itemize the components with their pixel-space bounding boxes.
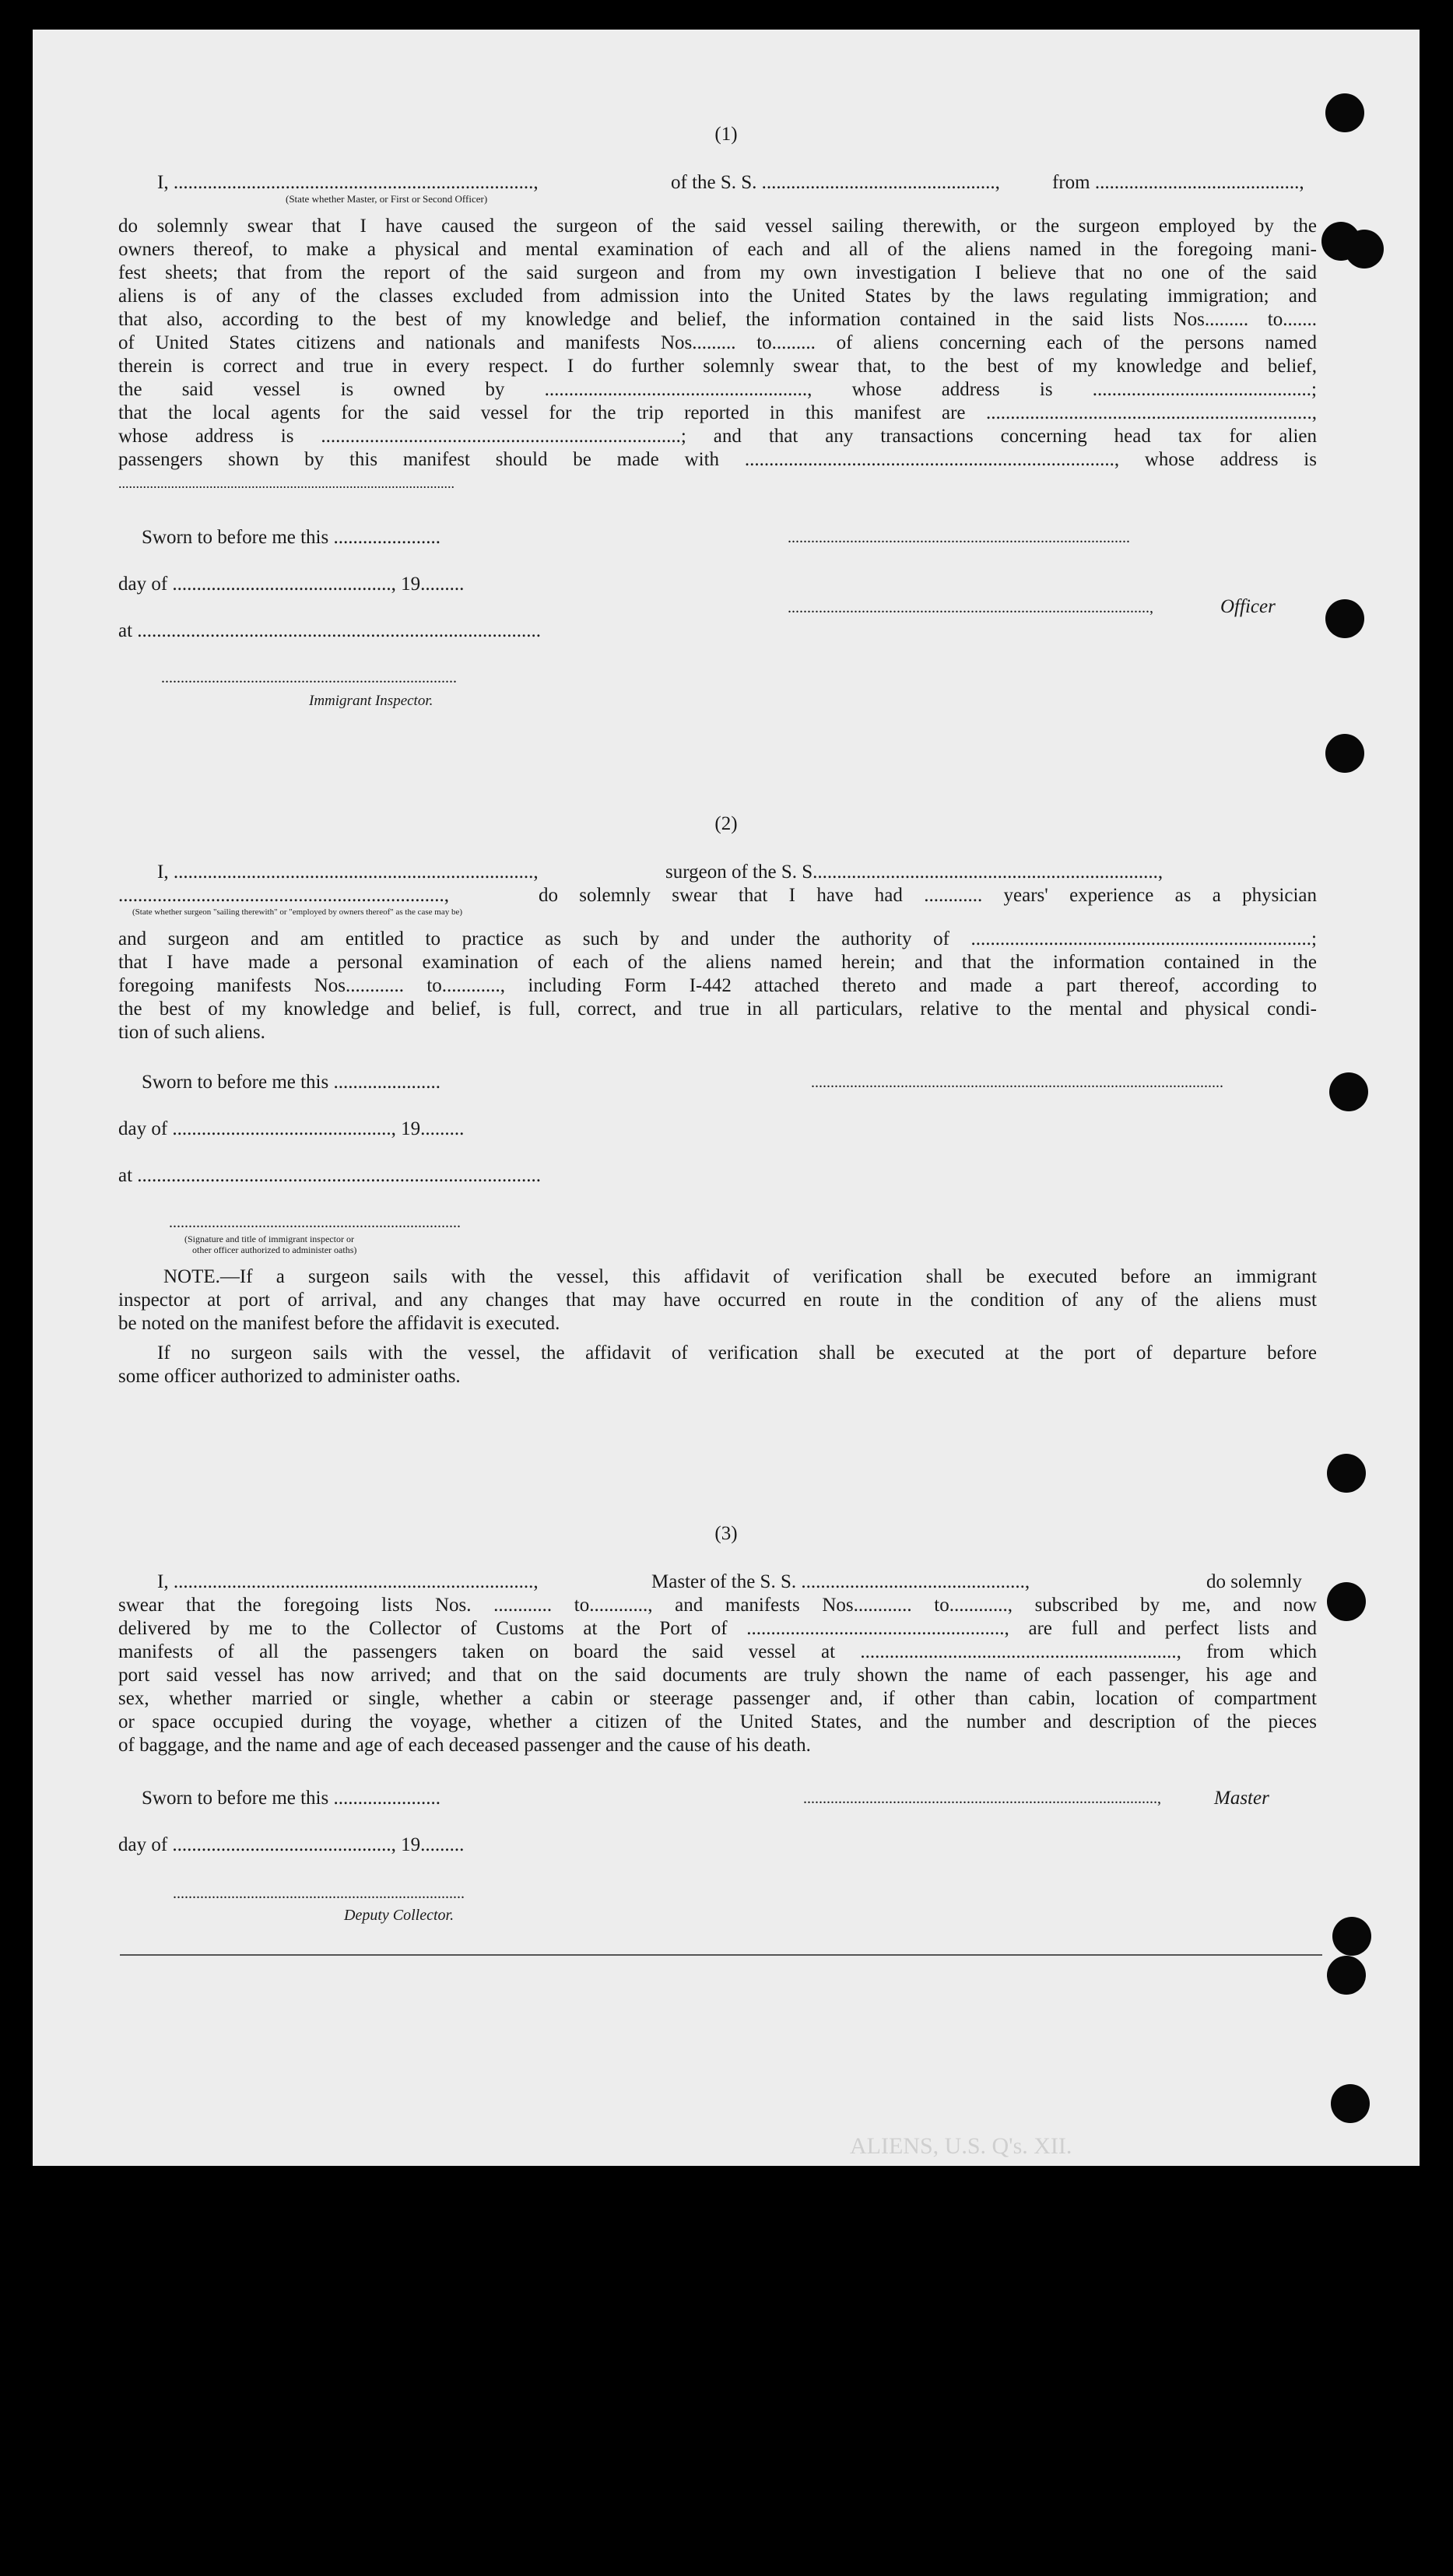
- faint-stamp: ALIENS, U.S. Q's. XII.: [850, 2133, 1072, 2159]
- form-page: [33, 30, 1420, 2166]
- officer-signature-line: ...........................................................................: [169, 1214, 461, 1231]
- body-line: port said vessel has now arrived; and that on the said documents are truly shown the name of each passenger, his age and: [118, 1665, 1317, 1686]
- binder-hole: [1327, 1956, 1366, 1995]
- note-line: some officer authorized to administer oaths.: [118, 1366, 461, 1387]
- collector-signature-line: ...........................................................................: [173, 1885, 465, 1902]
- surgeon-name-field: I, ..........................................................................,: [157, 862, 539, 883]
- at-line: at ...................................................................................: [118, 620, 542, 641]
- officer-title: Officer: [1220, 596, 1276, 617]
- master-name-field: I, ..........................................................................,: [157, 172, 539, 193]
- sworn-line: Sworn to before me this ......................: [142, 527, 440, 548]
- body-line: tion of such aliens.: [118, 1022, 265, 1043]
- officer-hint: (State whether Master, or First or Second Officer): [286, 193, 488, 205]
- officer-signature-line: .............................................................................................,: [788, 599, 1153, 616]
- collector-title: Deputy Collector.: [344, 1907, 455, 1924]
- body-line: do solemnly swear that I have caused the surgeon of the said vessel sailing therewith, or the surgeon employed by the: [118, 216, 1317, 237]
- section-3-number: (3): [714, 1523, 738, 1544]
- binder-hole: [1325, 734, 1364, 773]
- binder-hole: [1327, 1454, 1366, 1493]
- day-line: day of ............................................., 19.........: [118, 1834, 465, 1855]
- binder-hole: [1329, 1072, 1368, 1111]
- body-line: that I have made a personal examination of each of the aliens named herein; and that the information contained in the: [118, 952, 1317, 973]
- day-line: day of ............................................., 19.........: [118, 574, 465, 595]
- surgeon-vessel-field: surgeon of the S. S.......................................................................,: [665, 862, 1163, 883]
- body-line: sex, whether married or single, whether a cabin or steerage passenger and, if other than cabin, location of compartment: [118, 1688, 1317, 1709]
- body-line: or space occupied during the voyage, whether a citizen of the United States, and the number and description of the pieces: [118, 1711, 1317, 1732]
- binder-hole: [1327, 1582, 1366, 1621]
- body-line: foregoing manifests Nos............ to............, including Form I-442 attached thereto and made a part thereof, according to: [118, 975, 1317, 996]
- body-line: owners thereof, to make a physical and mental examination of each and all of the aliens named in the foregoing mani-: [118, 239, 1317, 260]
- at-line: at ...................................................................................: [118, 1165, 542, 1186]
- day-line: day of ............................................., 19.........: [118, 1118, 465, 1139]
- body-line: that the local agents for the said vessel for the trip reported in this manifest are ...................................................................,: [118, 402, 1317, 423]
- binder-hole: [1345, 230, 1384, 268]
- note-line: be noted on the manifest before the affidavit is executed.: [118, 1313, 560, 1334]
- bottom-rule: [120, 1954, 1322, 1956]
- section-1-number: (1): [714, 124, 738, 145]
- body-tail: ................................................................................................: [118, 476, 455, 491]
- body-line: whose address is ..........................................................................; and that any transactions concerning head tax for alien: [118, 426, 1317, 447]
- sworn-line: Sworn to before me this ......................: [142, 1072, 440, 1093]
- body-line: the best of my knowledge and belief, is full, correct, and true in all particulars, relative to the mental and physical condi-: [118, 998, 1317, 1020]
- sworn-signature-line: ........................................................................................: [788, 529, 1130, 546]
- body-line: swear that the foregoing lists Nos. ............ to............, and manifests Nos............ to............, subscribed by me, and now: [118, 1595, 1317, 1616]
- sworn-line: Sworn to before me this ......................: [142, 1788, 440, 1809]
- inspector-signature-line: ............................................................................: [161, 669, 457, 686]
- binder-hole: [1332, 1917, 1371, 1956]
- master-title: Master: [1214, 1788, 1269, 1809]
- binder-hole: [1331, 2084, 1370, 2123]
- body-line: of baggage, and the name and age of each deceased passenger and the cause of his death.: [118, 1735, 811, 1756]
- body-line: aliens is of any of the classes excluded from admission into the United States by the laws regulating immigration; and: [118, 286, 1317, 307]
- surgeon-hint: (State whether surgeon "sailing therewith" or "employed by owners thereof" as the case may be): [132, 907, 463, 917]
- surgeon-type-field: ...................................................................,: [118, 885, 449, 906]
- body-line: of United States citizens and nationals and manifests Nos......... to......... of aliens concerning each of the persons named: [118, 332, 1317, 353]
- section-2-number: (2): [714, 813, 738, 834]
- note-line: If no surgeon sails with the vessel, the affidavit of verification shall be executed at the port of departure before: [157, 1342, 1317, 1363]
- binder-hole: [1325, 93, 1364, 132]
- signature-hint: (Signature and title of immigrant inspector or: [184, 1234, 354, 1244]
- body-line: the said vessel is owned by ......................................................, whose address is .............................................;: [118, 379, 1317, 400]
- vessel-name-field: of the S. S. ................................................,: [671, 172, 1000, 193]
- oath-text: do solemnly: [1206, 1571, 1302, 1592]
- body-line: delivered by me to the Collector of Customs at the Port of ....................................................., are full and perfect lists and: [118, 1618, 1317, 1639]
- body-line: passengers shown by this manifest should be made with ............................................................................, whose address is: [118, 449, 1317, 470]
- body-line: that also, according to the best of my knowledge and belief, the information contained in the said lists Nos......... to.......: [118, 309, 1317, 330]
- surgeon-signature-line: ..........................................................................................................: [811, 1074, 1223, 1091]
- signature-hint: other officer authorized to administer oaths): [192, 1244, 357, 1255]
- master-signature-line: ...........................................................................................,: [803, 1790, 1161, 1807]
- vessel-name-field: Master of the S. S. ..............................................,: [651, 1571, 1030, 1592]
- body-line: manifests of all the passengers taken on board the said vessel at ................................................................., from which: [118, 1641, 1317, 1662]
- note-line: NOTE.—If a surgeon sails with the vessel, this affidavit of verification shall be executed before an immigrant: [163, 1266, 1317, 1287]
- body-line: fest sheets; that from the report of the said surgeon and from my own investigation I believe that no one of the said: [118, 262, 1317, 283]
- inspector-title: Immigrant Inspector.: [309, 693, 433, 709]
- surgeon-oath: do solemnly swear that I have had ............ years' experience as a physician: [539, 885, 1317, 906]
- body-line: therein is correct and true in every respect. I do further solemnly swear that, to the best of my knowledge and belief,: [118, 356, 1317, 377]
- master-name-field: I, ..........................................................................,: [157, 1571, 539, 1592]
- note-line: inspector at port of arrival, and any changes that may have occurred en route in the condition of any of the aliens must: [118, 1290, 1317, 1311]
- from-port-field: from ..........................................,: [1052, 172, 1304, 193]
- body-line: and surgeon and am entitled to practice as such by and under the authority of ......................................................................;: [118, 928, 1317, 949]
- binder-hole: [1325, 599, 1364, 638]
